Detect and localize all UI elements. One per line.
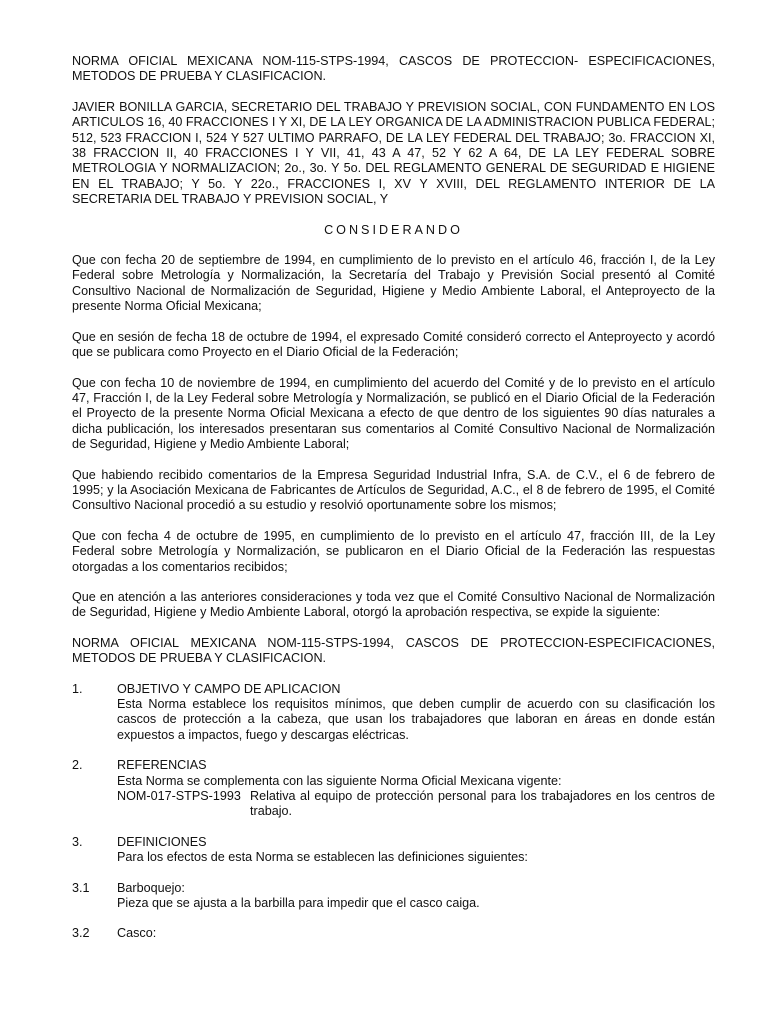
preamble-paragraph: JAVIER BONILLA GARCIA, SECRETARIO DEL TRABAJO Y PREVISION SOCIAL, CON FUNDAMENTO EN LOS ARTICULOS 16, 40 FRACCIONES I Y XI, DE LA LEY ORGANICA DE LA ADMINISTRACION PUBLICA FEDERAL; 512, 523 FRACCION I, 524 Y 527 ULTIMO PARRAFO, DE LA LEY FEDERAL DEL TRABAJO; 3o. FRACCION XI, 38 FRACCION II, 40 FRACCIONES I Y VII, 41, 43 A 47, 52 Y 62 A 64, DE LA LEY FEDERAL SOBRE METROLOGIA Y NORMALIZACION; 2o., 3o. Y 5o. DEL REGLAMENTO GENERAL DE SEGURIDAD E HIGIENE EN EL TRABAJO; Y 5o. Y 22o., FRACCIONES I, XV Y XVIII, DEL REGLAMENTO INTERIOR DE LA SECRETARIA DEL TRABAJO Y PREVISION SOCIAL, Y (72, 99, 715, 207)
considerando-paragraph: Que con fecha 20 de septiembre de 1994, en cumplimiento de lo previsto en el artículo 46, fracción I, de la Ley Federal sobre Metrología y Normalización, la Secretaría del Trabajo y Previsión Social presentó al Comité Consultivo Nacional de Normalización de Seguridad, Higiene y Medio Ambiente Laboral, el Anteproyecto de la presente Norma Oficial Mexicana; (72, 253, 715, 314)
section-number: 3. (72, 834, 83, 849)
considerando-paragraph: Que en sesión de fecha 18 de octubre de 1994, el expresado Comité consideró correcto el Anteproyecto y acordó que se publicara como Proyecto en el Diario Oficial de la Federación; (72, 329, 715, 360)
section-number: 3.2 (72, 926, 90, 941)
norma-title-repeat: NORMA OFICIAL MEXICANA NOM-115-STPS-1994, CASCOS DE PROTECCION-ESPECIFICACIONES, METODOS DE PRUEBA Y CLASIFICACION. (72, 635, 715, 666)
section-text: Esta Norma se complementa con las siguiente Norma Oficial Mexicana vigente: (117, 773, 562, 788)
considerando-heading: CONSIDERANDO (324, 222, 463, 237)
section-text: Esta Norma establece los requisitos mínimos, que deben cumplir de acuerdo con su clasificación los cascos de protección a la cabeza, que usan los trabajadores que laboran en áreas en donde están expuestos a impactos, fuego y descargas eléctricas. (117, 697, 715, 742)
considerando-paragraph: Que en atención a las anteriores consideraciones y toda vez que el Comité Consultivo Nacional de Normalización de Seguridad, Higiene y Medio Ambiente Laboral, otorgó la aprobación respectiva, se expide la siguiente: (72, 589, 715, 620)
section-text: Pieza que se ajusta a la barbilla para impedir que el casco caiga. (117, 896, 480, 911)
document-body (72, 54, 715, 942)
section-heading: DEFINICIONES (117, 834, 207, 849)
section-heading: Barboquejo: (117, 880, 185, 895)
section-number: 1. (72, 681, 83, 696)
reference-entry (117, 789, 715, 820)
considerando-paragraph: Que con fecha 4 de octubre de 1995, en cumplimiento de lo previsto en el artículo 47, fracción III, de la Ley Federal sobre Metrología y Normalización, se publicaron en el Diario Oficial de la Federación las respuestas otorgadas a los comentarios recibidos; (72, 528, 715, 574)
reference-code: NOM-017-STPS-1993 (117, 789, 241, 804)
section-number: 2. (72, 758, 83, 773)
section-number: 3.1 (72, 880, 90, 895)
document-title: NORMA OFICIAL MEXICANA NOM-115-STPS-1994, CASCOS DE PROTECCION- ESPECIFICACIONES, METODOS DE PRUEBA Y CLASIFICACION. (72, 54, 715, 84)
section-heading: OBJETIVO Y CAMPO DE APLICACION (117, 681, 341, 696)
section-definiciones (72, 835, 715, 866)
section-barboquejo (72, 881, 715, 912)
reference-description: Relativa al equipo de protección personal para los trabajadores en los centros de trabajo. (250, 789, 715, 819)
considerando-paragraph: Que con fecha 10 de noviembre de 1994, en cumplimiento del acuerdo del Comité y de lo previsto en el artículo 47, Fracción I, de la Ley Federal sobre Metrología y Normalización, se publicó en el Diario Oficial de la Federación el Proyecto de la presente Norma Oficial Mexicana a efecto de que dentro de los siguientes 90 días naturales a dicha publicación, los interesados presentaran sus comentarios al Comité Consultivo Nacional de Normalización de Seguridad, Higiene y Medio Ambiente Laboral; (72, 375, 715, 452)
section-objetivo (72, 682, 715, 744)
section-casco (72, 926, 715, 941)
section-heading: REFERENCIAS (117, 758, 207, 773)
section-referencias (72, 758, 715, 820)
section-heading: Casco: (117, 926, 157, 941)
considerando-paragraph: Que habiendo recibido comentarios de la Empresa Seguridad Industrial Infra, S.A. de C.V., el 6 de febrero de 1995; y la Asociación Mexicana de Fabricantes de Artículos de Seguridad, A.C., el 8 de febrero de 1995, el Comité Consultivo Nacional procedió a su estudio y resolvió oportunamente sobre los mismos; (72, 467, 715, 513)
section-text: Para los efectos de esta Norma se establecen las definiciones siguientes: (117, 850, 528, 865)
